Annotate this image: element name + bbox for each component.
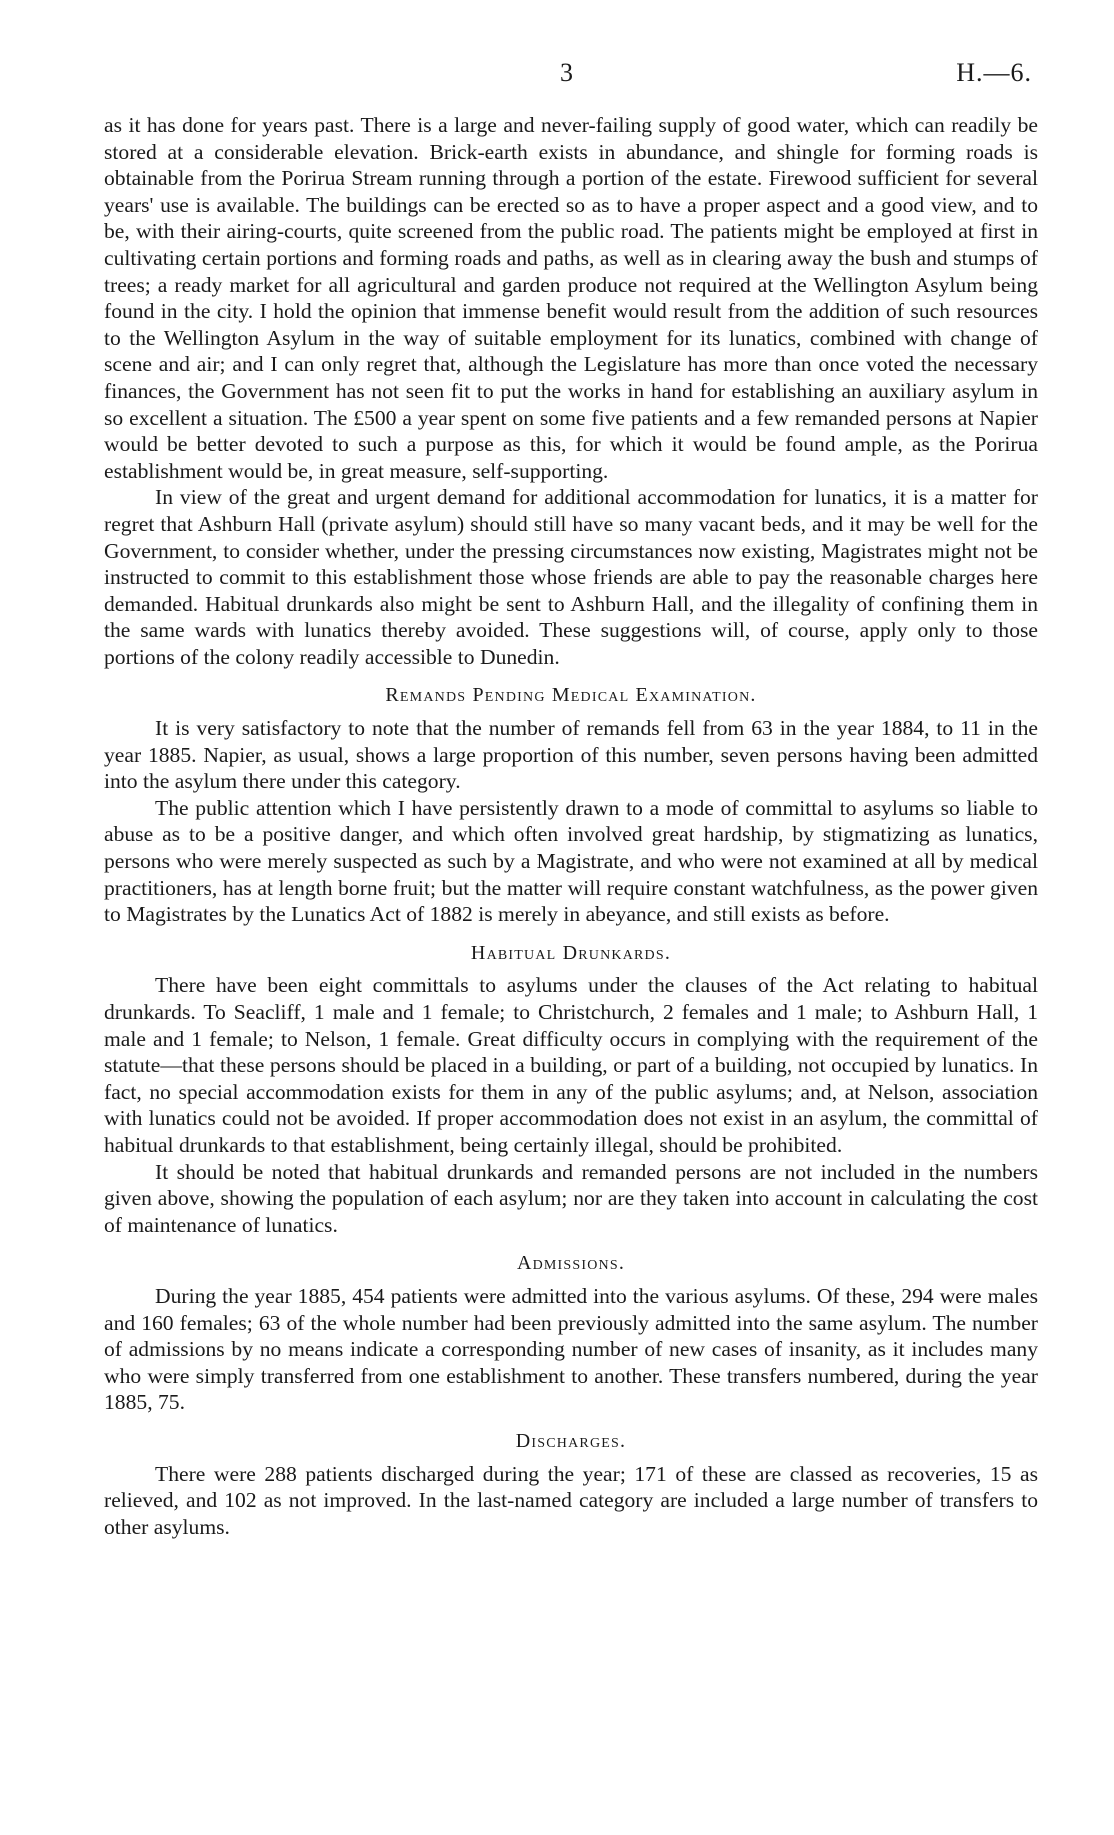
section-heading-remands: Remands Pending Medical Examination. — [385, 684, 757, 707]
paragraph: There were 288 patients discharged during the year; 171 of these are classed as recoveries, 15 as relieved, and 102 as not improved. In the last-named category are included a large number of transfers to other asylums. — [104, 1461, 1038, 1539]
paragraph: It is very satisfactory to note that the number of remands fell from 63 in the year 1884, to 11 in the year 1885. Napier, as usual, shows a large proportion of this number, seven persons having been admitted into the asylum there under this category. — [104, 716, 1038, 794]
paragraph-continued: as it has done for years past. There is a large and never-failing supply of good water, which can readily be stored at a considerable elevation. Brick-earth exists in abundance, and shingle for forming roads is obtainable from the Porirua Stream running through a portion of the estate. Firewood sufficient for several years' use is available. The buildings can be erected so as to have a proper aspect and a good view, and to be, with their airing-courts, quite screened from the public road. The patients might be employed at first in cultivating certain portions and forming roads and paths, as well as in clearing away the bush and stumps of trees; a ready market for all agricultural and garden produce not required at the Wellington Asylum being found in the city. I hold the opinion that immense benefit would result from the addition of such resources to the Wellington Asylum in the way of suitable employment for its lunatics, combined with change of scene and air; and I can only regret that, although the Legislature has more than once voted the necessary finances, the Government has not seen fit to put the works in hand for establishing an auxiliary asylum in so excellent a situation. The £500 a year spent on some five patients and a few remanded persons at Napier would be better devoted to such a purpose as this, for which it would be found ample, as the Porirua establishment would be, in great measure, self-supporting. — [104, 113, 1038, 483]
page-number: 3 — [560, 58, 573, 87]
paragraph: It should be noted that habitual drunkards and remanded persons are not included in the numbers given above, showing the population of each asylum; nor are they taken into account in calculating the cost of maintenance of lunatics. — [104, 1159, 1038, 1237]
paragraph: During the year 1885, 454 patients were admitted into the various asylums. Of these, 294 were males and 160 females; 63 of the whole number had been previously admitted into the same asylum. The number of admissions by no means indicate a corresponding number of new cases of insanity, as it includes many who were simply transferred from one establishment to another. These transfers numbered, during the year 1885, 75. — [104, 1283, 1038, 1415]
document-reference: H.—6. — [956, 58, 1032, 87]
section-habitual-drunkards — [104, 940, 1038, 1239]
section-heading-habitual-drunkards: Habitual Drunkards. — [470, 941, 672, 964]
section-remands — [104, 682, 1038, 927]
paragraph-ashburn-hall: In view of the great and urgent demand for additional accommodation for lunatics, it is a matter for regret that Ashburn Hall (private asylum) should still have so many vacant beds, and it may be well for the Government, to consider whether, under the pressing circumstances now existing, Magistrates might not be instructed to commit to this establishment those whose friends are able to pay the reasonable charges here demanded. Habitual drunkards also might be sent to Ashburn Hall, and the illegality of confining them in the same wards with lunatics thereby avoided. These suggestions will, of course, apply only to those portions of the colony readily accessible to Dunedin. — [104, 485, 1038, 669]
paragraph: The public attention which I have persistently drawn to a mode of committal to asylums so liable to abuse as to be a positive danger, and which often involved great hardship, by stigmatizing as lunatics, persons who were merely suspected as such by a Magistrate, and who were not examined at all by medical practitioners, has at length borne fruit; but the matter will require constant watchfulness, as the power given to Magistrates by the Lunatics Act of 1882 is merely in abeyance, and still exists as before. — [104, 795, 1038, 927]
section-heading-discharges: Discharges. — [515, 1429, 627, 1452]
paragraph: There have been eight committals to asylums under the clauses of the Act relating to habitual drunkards. To Seacliff, 1 male and 1 female; to Christchurch, 2 females and 1 male; to Ashburn Hall, 1 male and 1 female; to Nelson, 1 female. Great difficulty occurs in complying with the requirement of the statute—that these persons should be placed in a building, or part of a building, not occupied by lunatics. In fact, no special accommodation exists for them in any of the public asylums; and, at Nelson, association with lunatics could not be avoided. If proper accommodation does not exist in an asylum, the committal of habitual drunkards to that establishment, being certainly illegal, should be prohibited. — [104, 973, 1038, 1157]
section-admissions — [104, 1250, 1038, 1416]
body-text — [104, 112, 1038, 1540]
section-heading-admissions: Admissions. — [516, 1252, 626, 1275]
section-discharges — [104, 1428, 1038, 1540]
